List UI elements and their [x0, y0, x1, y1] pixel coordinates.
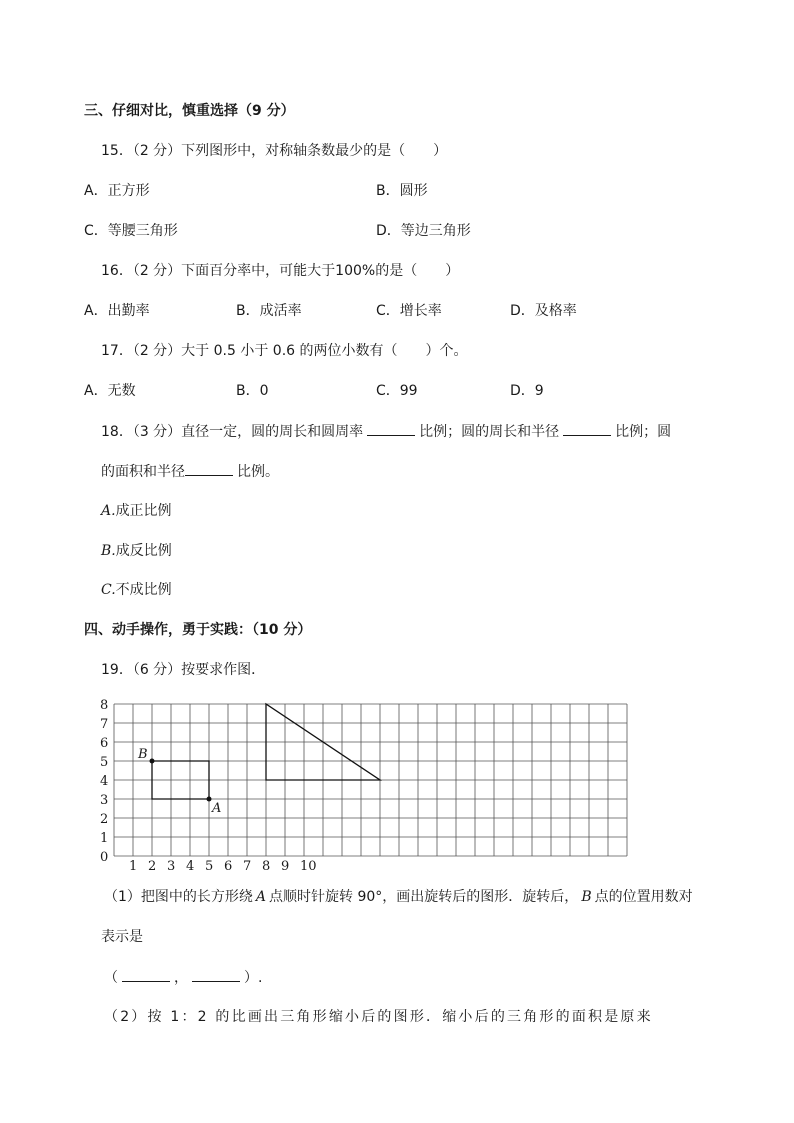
q18-choice-c	[101, 580, 172, 600]
q18-choice-b-text: 成反比例	[115, 543, 172, 559]
q16-option-c: C．增长率	[376, 303, 442, 319]
y-tick-label: 2	[100, 812, 109, 827]
q18-text-2: 比例；圆的周长和半径	[419, 424, 560, 440]
y-tick-label: 6	[100, 736, 109, 751]
x-tick-label: 9	[281, 859, 290, 870]
q16-stem: 16．（2 分）下面百分率中，可能大于100%的是（ ）	[101, 263, 460, 279]
q18-blank-2[interactable]	[563, 421, 611, 436]
q18-stem-line2	[101, 461, 279, 482]
q17-stem: 17．（2 分）大于 0.5 小于 0.6 的两位小数有（ ）个。	[101, 343, 468, 359]
q19-sub1-answer	[104, 967, 262, 988]
q19-sub1-text-2: 点顺时针旋转 90°，画出旋转后的图形．旋转后，	[269, 889, 579, 905]
q19-sub1-point-a: A	[255, 889, 267, 905]
q19-sub1-text-3: 点的位置用数对	[594, 889, 693, 905]
q18-stem-line1	[101, 421, 671, 442]
q18-choice-c-text: 不成比例	[115, 582, 172, 598]
coordinate-grid	[96, 694, 636, 870]
x-tick-label: 10	[300, 859, 317, 870]
x-tick-label: 3	[167, 859, 176, 870]
q19-sub1-text-1: （1）把图中的长方形绕	[104, 889, 253, 905]
point-a-label: A	[212, 801, 222, 816]
q19-sub1-point-b: B	[581, 889, 592, 905]
y-tick-label: 5	[100, 755, 109, 770]
x-tick-label: 6	[224, 859, 233, 870]
point-b-dot	[150, 759, 155, 764]
x-tick-label: 5	[205, 859, 214, 870]
y-tick-label: 7	[100, 717, 109, 732]
grid-shapes	[150, 704, 381, 802]
y-tick-label: 1	[100, 831, 109, 846]
q18-choice-a	[101, 501, 172, 521]
q18-choice-c-letter: C.	[101, 582, 116, 598]
y-tick-label: 8	[100, 698, 109, 713]
q18-choice-a-text: 成正比例	[115, 503, 172, 519]
y-tick-label: 0	[100, 850, 109, 865]
x-tick-label: 7	[243, 859, 252, 870]
q16-option-a: A．出勤率	[84, 303, 150, 319]
q19-paren-open: （	[104, 970, 118, 986]
grid-labels	[100, 698, 317, 870]
y-tick-label: 3	[100, 793, 109, 808]
q17-option-b: B．0	[236, 383, 269, 399]
q19-paren-close: ）.	[244, 970, 263, 986]
q18-text-3: 比例；圆	[615, 424, 672, 440]
q18-blank-3[interactable]	[185, 461, 233, 476]
q19-blank-y[interactable]	[192, 967, 240, 982]
x-tick-label: 4	[186, 859, 195, 870]
q19-comma: ，	[174, 970, 188, 986]
x-tick-label: 8	[262, 859, 271, 870]
x-tick-label: 2	[148, 859, 157, 870]
q19-sub1-line1	[104, 887, 693, 907]
q18-text-1: 18．（3 分）直径一定，圆的周长和圆周率	[101, 424, 364, 440]
q15-option-d: D．等边三角形	[376, 223, 471, 239]
point-a-dot	[207, 797, 212, 802]
q18-blank-1[interactable]	[367, 421, 415, 436]
section-4-title: 四、动手操作，勇于实践：（10 分）	[84, 622, 312, 638]
q16-option-d: D．及格率	[510, 303, 577, 319]
q15-stem: 15．（2 分）下列图形中，对称轴条数最少的是（ ）	[101, 143, 448, 159]
q18-choice-b	[101, 541, 172, 561]
q15-option-a: A．正方形	[84, 183, 150, 199]
y-tick-label: 4	[100, 774, 109, 789]
point-b-label: B	[138, 747, 148, 762]
q16-option-b: B．成活率	[236, 303, 302, 319]
q19-stem: 19．（6 分）按要求作图．	[101, 662, 266, 678]
q19-sub1-line2: 表示是	[101, 929, 143, 945]
q18-text-4: 的面积和半径	[101, 464, 185, 480]
q17-option-c: C．99	[376, 383, 418, 399]
q17-option-d: D．9	[510, 383, 544, 399]
q18-choice-a-letter: A.	[101, 503, 116, 519]
q15-option-b: B．圆形	[376, 183, 428, 199]
q19-sub2: （2）按 1：2 的比画出三角形缩小后的图形．缩小后的三角形的面积是原来	[104, 1009, 653, 1025]
section-3-title: 三、仔细对比，慎重选择（9 分）	[84, 103, 295, 119]
q17-option-a: A．无数	[84, 383, 136, 399]
x-tick-label: 1	[129, 859, 138, 870]
q18-text-5: 比例。	[237, 464, 279, 480]
q18-choice-b-letter: B.	[101, 543, 116, 559]
q19-blank-x[interactable]	[122, 967, 170, 982]
q15-option-c: C．等腰三角形	[84, 223, 178, 239]
